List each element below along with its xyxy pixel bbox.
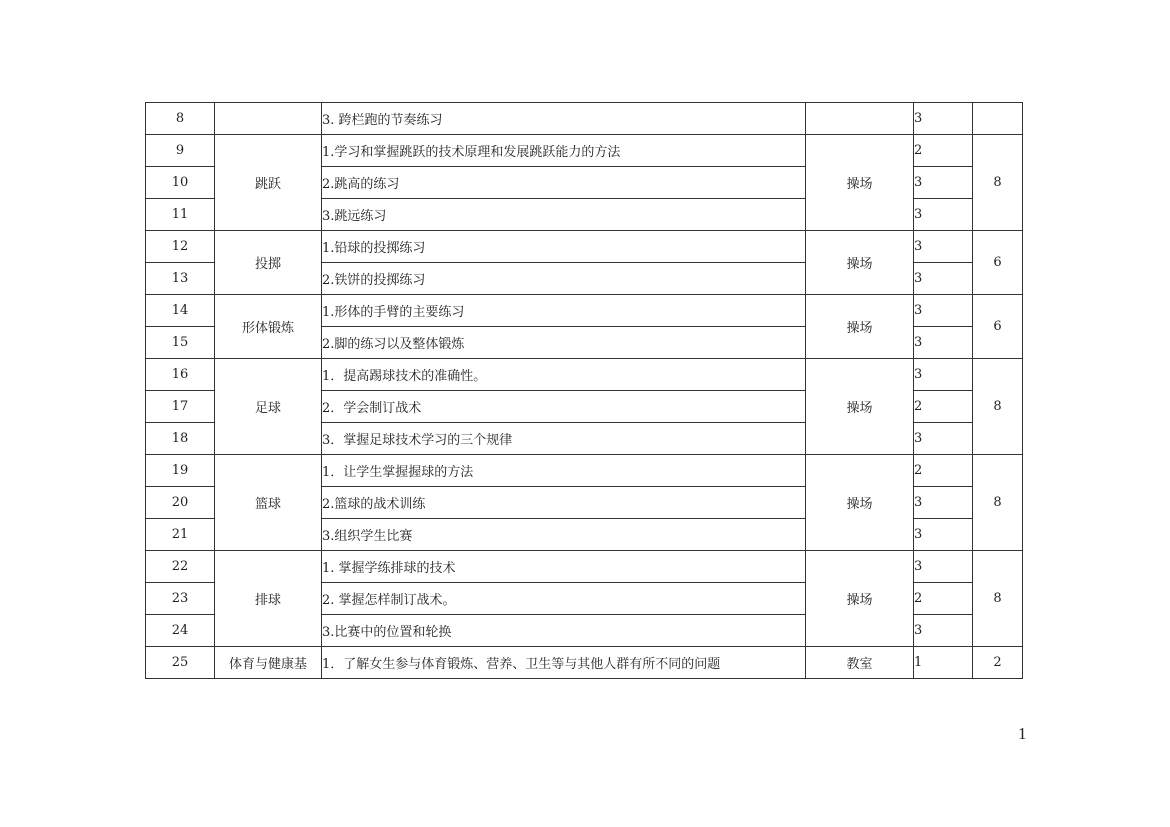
lesson-hours: 3 xyxy=(914,231,973,263)
lesson-hours: 3 xyxy=(914,519,973,551)
table-row xyxy=(146,295,1023,327)
lesson-number: 22 xyxy=(146,551,215,583)
location-cell: 教室 xyxy=(806,647,914,679)
topic-cell: 足球 xyxy=(215,359,322,455)
total-hours-cell xyxy=(973,103,1023,135)
topic-cell: 跳跃 xyxy=(215,135,322,231)
table-row xyxy=(146,455,1023,487)
lesson-number: 25 xyxy=(146,647,215,679)
course-schedule-table xyxy=(145,102,1023,679)
location-cell: 操场 xyxy=(806,551,914,647)
lesson-number: 12 xyxy=(146,231,215,263)
lesson-content: 1．了解女生参与体育锻炼、营养、卫生等与其他人群有所不同的问题 xyxy=(322,647,806,679)
lesson-number: 13 xyxy=(146,263,215,295)
topic-cell: 投掷 xyxy=(215,231,322,295)
lesson-content: 1.铅球的投掷练习 xyxy=(322,231,806,263)
lesson-content: 1．提高踢球技术的准确性。 xyxy=(322,359,806,391)
location-cell: 操场 xyxy=(806,455,914,551)
lesson-hours: 3 xyxy=(914,263,973,295)
lesson-content: 2. 掌握怎样制订战术。 xyxy=(322,583,806,615)
lesson-number: 14 xyxy=(146,295,215,327)
lesson-hours: 3 xyxy=(914,423,973,455)
topic-cell: 形体锻炼 xyxy=(215,295,322,359)
table-row xyxy=(146,135,1023,167)
lesson-hours: 3 xyxy=(914,615,973,647)
total-hours-cell: 8 xyxy=(973,359,1023,455)
lesson-hours: 3 xyxy=(914,295,973,327)
lesson-hours: 2 xyxy=(914,583,973,615)
table-row xyxy=(146,231,1023,263)
lesson-content: 3.跳远练习 xyxy=(322,199,806,231)
lesson-number: 18 xyxy=(146,423,215,455)
lesson-hours: 3 xyxy=(914,103,973,135)
lesson-content: 3. 跨栏跑的节奏练习 xyxy=(322,103,806,135)
lesson-hours: 3 xyxy=(914,359,973,391)
lesson-content: 1．让学生掌握握球的方法 xyxy=(322,455,806,487)
total-hours-cell: 6 xyxy=(973,295,1023,359)
lesson-content: 1.形体的手臂的主要练习 xyxy=(322,295,806,327)
topic-cell: 体育与健康基 xyxy=(215,647,322,679)
total-hours-cell: 8 xyxy=(973,551,1023,647)
lesson-number: 21 xyxy=(146,519,215,551)
topic-cell: 篮球 xyxy=(215,455,322,551)
location-cell xyxy=(806,103,914,135)
topic-cell xyxy=(215,103,322,135)
lesson-hours: 3 xyxy=(914,167,973,199)
lesson-hours: 3 xyxy=(914,327,973,359)
lesson-content: 2.篮球的战术训练 xyxy=(322,487,806,519)
lesson-number: 11 xyxy=(146,199,215,231)
lesson-number: 8 xyxy=(146,103,215,135)
lesson-number: 20 xyxy=(146,487,215,519)
lesson-content: 3.比赛中的位置和轮换 xyxy=(322,615,806,647)
table-row xyxy=(146,551,1023,583)
lesson-hours: 2 xyxy=(914,135,973,167)
table-row xyxy=(146,647,1023,679)
topic-cell: 排球 xyxy=(215,551,322,647)
lesson-number: 10 xyxy=(146,167,215,199)
lesson-number: 23 xyxy=(146,583,215,615)
total-hours-cell: 6 xyxy=(973,231,1023,295)
lesson-content: 3.组织学生比赛 xyxy=(322,519,806,551)
lesson-content: 1. 掌握学练排球的技术 xyxy=(322,551,806,583)
lesson-number: 19 xyxy=(146,455,215,487)
lesson-hours: 3 xyxy=(914,199,973,231)
lesson-hours: 3 xyxy=(914,551,973,583)
table-row xyxy=(146,359,1023,391)
lesson-number: 9 xyxy=(146,135,215,167)
location-cell: 操场 xyxy=(806,135,914,231)
lesson-number: 17 xyxy=(146,391,215,423)
total-hours-cell: 2 xyxy=(973,647,1023,679)
total-hours-cell: 8 xyxy=(973,135,1023,231)
lesson-content: 2.铁饼的投掷练习 xyxy=(322,263,806,295)
location-cell: 操场 xyxy=(806,231,914,295)
lesson-number: 24 xyxy=(146,615,215,647)
lesson-hours: 2 xyxy=(914,391,973,423)
location-cell: 操场 xyxy=(806,359,914,455)
page-number: 1 xyxy=(1018,724,1027,743)
lesson-hours: 2 xyxy=(914,455,973,487)
lesson-number: 16 xyxy=(146,359,215,391)
lesson-content: 3．掌握足球技术学习的三个规律 xyxy=(322,423,806,455)
lesson-content: 2.跳高的练习 xyxy=(322,167,806,199)
lesson-hours: 3 xyxy=(914,487,973,519)
lesson-content: 1.学习和掌握跳跃的技术原理和发展跳跃能力的方法 xyxy=(322,135,806,167)
lesson-content: 2．学会制订战术 xyxy=(322,391,806,423)
lesson-content: 2.脚的练习以及整体锻炼 xyxy=(322,327,806,359)
lesson-hours: 1 xyxy=(914,647,973,679)
location-cell: 操场 xyxy=(806,295,914,359)
table-row xyxy=(146,103,1023,135)
total-hours-cell: 8 xyxy=(973,455,1023,551)
lesson-number: 15 xyxy=(146,327,215,359)
